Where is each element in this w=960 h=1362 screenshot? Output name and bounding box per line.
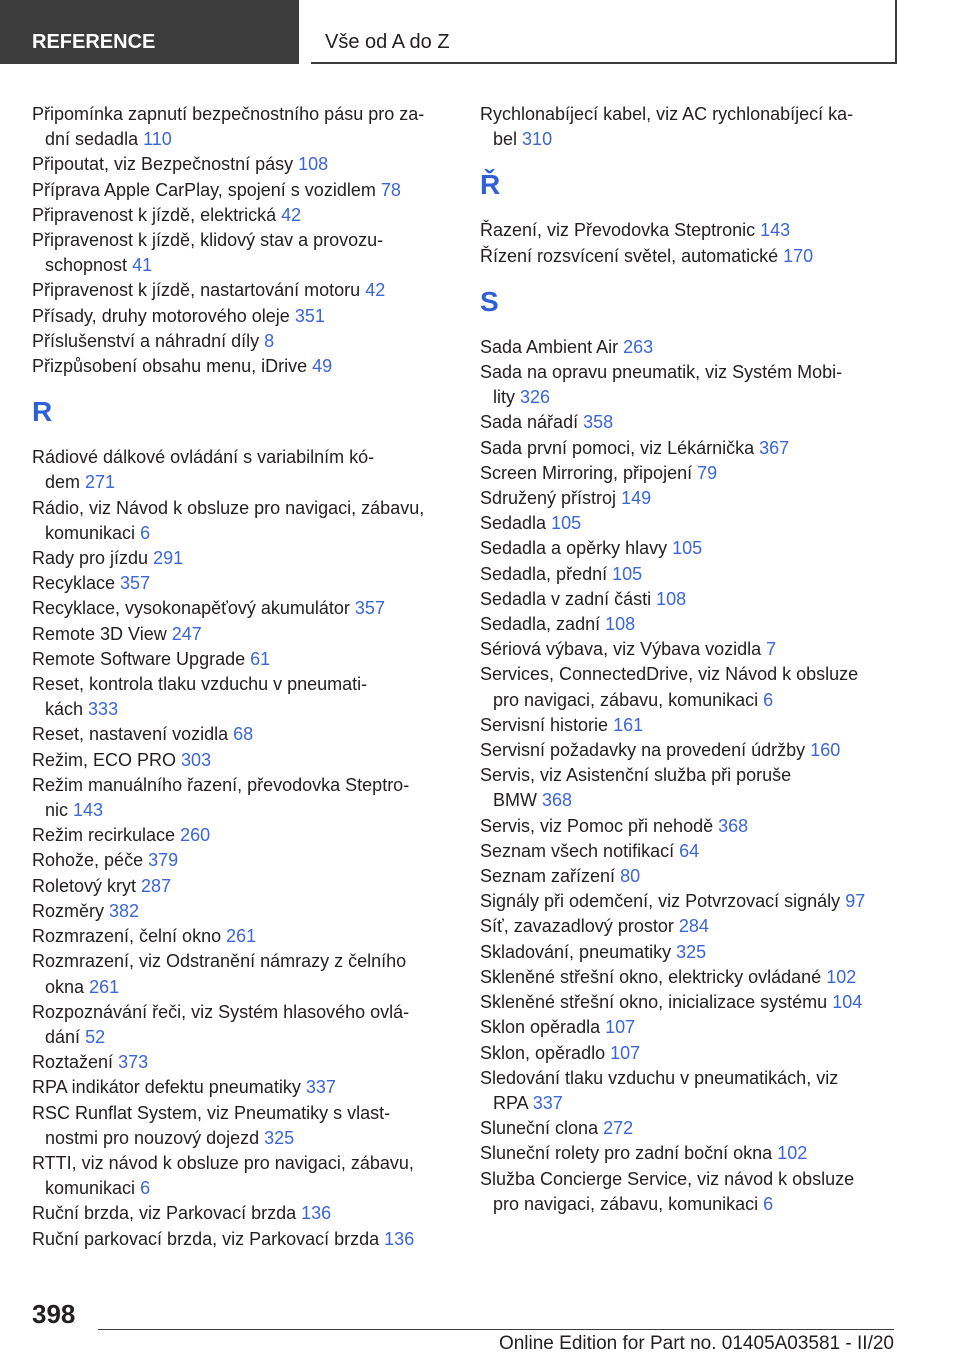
entry-text: Rady pro jízdu [32,548,149,569]
page-reference-link[interactable]: 382 [109,900,140,921]
index-entry [32,178,472,203]
index-entry [480,1066,920,1116]
entry-text: Sedadla v zadní části [480,588,652,609]
index-entry [32,622,472,647]
entry-text: Remote 3D View [32,623,167,644]
page-reference-link[interactable]: 102 [777,1143,808,1164]
index-letter-heading: R [32,396,53,428]
page-reference-link[interactable]: 42 [281,204,302,225]
page-reference-link[interactable]: 108 [656,588,687,609]
page-reference-link[interactable]: 110 [143,129,172,150]
entry-text: Seznam zařízení [480,866,616,887]
entry-text: nic [45,800,69,821]
entry-text: RSC Runflat System, viz Pneumatiky s vlast‐ [32,1102,391,1123]
index-entry [480,1015,920,1040]
entry-text: Připoutat, viz Bezpečnostní pásy [32,154,294,175]
footer-edition: Online Edition for Part no. 01405A03581 - II/20 [498,1333,894,1354]
page-reference-link[interactable]: 160 [810,740,841,761]
section-title: REFERENCE [32,31,156,53]
index-entry [480,486,920,511]
page-reference-link[interactable]: 42 [365,280,386,301]
entry-text: Sklon opěradla [480,1017,601,1038]
index-entry [32,203,472,228]
index-entry [32,596,472,621]
entry-text: dní sedadla [45,129,139,150]
index-entry [480,1141,920,1166]
index-entry [480,612,920,637]
index-entry [32,823,472,848]
index-entry [32,773,472,823]
page-reference-link[interactable]: 97 [845,891,866,912]
index-letter-heading: Ř [480,169,501,201]
index-entry [480,410,920,435]
index-entry [32,571,472,596]
entry-text: Příprava Apple CarPlay, spojení s vozidlem [32,179,376,200]
index-entry [32,647,472,672]
index-entry [32,899,472,924]
index-entry [480,218,920,243]
index-entry [32,748,472,773]
index-entry [480,436,920,461]
entry-text: komunikaci [45,1178,136,1199]
entry-text: Roletový kryt [32,875,137,896]
entry-text: Recyklace, vysokonapěťový akumulátor [32,598,350,619]
page-reference-link[interactable]: 272 [603,1118,634,1139]
index-entry [32,329,472,354]
entry-text: Řazení, viz Převodovka Steptronic [480,220,756,241]
index-entry [480,814,920,839]
page-reference-link[interactable]: 161 [613,714,644,735]
page-reference-link[interactable]: 325 [264,1127,295,1148]
page-reference-link[interactable]: 284 [678,916,709,937]
index-entry [32,304,472,329]
page-reference-link[interactable]: 107 [610,1042,641,1063]
entry-text: schopnost [45,255,128,276]
chapter-title: Vše od A do Z [325,31,450,53]
page-reference-link[interactable]: 7 [766,639,777,660]
entry-text: Sériová výbava, viz Výbava vozidla [480,639,762,660]
index-entry [32,848,472,873]
page-reference-link[interactable]: 143 [73,800,104,821]
entry-text: Ruční parkovací brzda, viz Parkovací brzda [32,1228,380,1249]
entry-text: Rohože, péče [32,850,144,871]
entry-text: Sdružený přístroj [480,488,617,509]
entry-text: Režim manuálního řazení, převodovka Steptro‐ [32,774,410,795]
index-entry [480,738,920,763]
page-reference-link[interactable]: 303 [181,749,212,770]
page-reference-link[interactable]: 64 [679,840,700,861]
entry-text: Přísady, druhy motorového oleje [32,305,290,326]
page-reference-link[interactable]: 136 [384,1228,415,1249]
page-reference-link[interactable]: 6 [763,1193,774,1214]
page-reference-link[interactable]: 337 [305,1077,336,1098]
entry-text: dání [45,1026,81,1047]
entry-text: Sklon, opěradlo [480,1042,606,1063]
index-entry [32,1050,472,1075]
page-reference-link[interactable]: 102 [826,966,857,987]
entry-text: komunikaci [45,522,136,543]
entry-text: okna [45,976,85,997]
index-entry [32,102,472,152]
index-column-right [480,102,920,1217]
entry-text: Ruční brzda, viz Parkovací brzda [32,1203,297,1224]
index-entry [32,228,472,278]
index-entry [480,244,920,269]
entry-text: dem [45,472,81,493]
entry-text: Skladování, pneumatiky [480,941,672,962]
page-reference-link[interactable]: 333 [88,699,119,720]
page-reference-link[interactable]: 80 [620,866,641,887]
page-reference-link[interactable]: 351 [294,305,325,326]
page-reference-link[interactable]: 8 [264,330,275,351]
entry-text: Servisní požadavky na provedení údržby [480,740,806,761]
page-reference-link[interactable]: 170 [783,245,814,266]
entry-text: Řízení rozsvícení světel, automatické [480,245,779,266]
page-reference-link[interactable]: 310 [522,129,553,150]
page-reference-link[interactable]: 105 [612,563,643,584]
index-entry [32,672,472,722]
index-entry [480,1041,920,1066]
page-reference-link[interactable]: 357 [120,573,151,594]
index-entry [32,445,472,495]
entry-text: Servis, viz Asistenční služba při poruše [480,765,792,786]
page-reference-link[interactable]: 149 [621,488,652,509]
index-entry [32,1201,472,1226]
page-reference-link[interactable]: 104 [832,992,863,1013]
entry-text: lity [493,387,515,408]
entry-text: Služba Concierge Service, viz návod k obsluze [480,1168,855,1189]
index-entry [480,889,920,914]
index-entry [480,1116,920,1141]
index-entry [32,1227,472,1252]
entry-text: Remote Software Upgrade [32,648,246,669]
index-entry [32,1151,472,1201]
chapter-header [311,0,897,64]
entry-text: Reset, nastavení vozidla [32,724,229,745]
entry-text: Příslušenství a náhradní díly [32,330,260,351]
entry-text: Rádio, viz Návod k obsluze pro navigaci, zábavu, [32,497,425,518]
page-reference-link[interactable]: 357 [354,598,385,619]
entry-text: Sada nářadí [480,412,579,433]
entry-text: Roztažení [32,1052,114,1073]
entry-text: Sedadla [480,513,547,534]
entry-text: Servisní historie [480,714,609,735]
page-reference-link[interactable]: 325 [676,941,707,962]
entry-text: Připravenost k jízdě, klidový stav a provozu‐ [32,230,384,251]
page-reference-link[interactable]: 105 [551,513,582,534]
page-reference-link[interactable]: 6 [763,689,774,710]
entry-text: RPA indikátor defektu pneumatiky [32,1077,301,1098]
entry-text: Rozmrazení, čelní okno [32,926,222,947]
page-reference-link[interactable]: 49 [312,356,333,377]
entry-text: Sedadla, zadní [480,614,601,635]
index-entry [480,914,920,939]
entry-text: Režim, ECO PRO [32,749,177,770]
entry-text: Rozpoznávání řeči, viz Systém hlasového ovlá‐ [32,1001,410,1022]
entry-text: Servis, viz Pomoc při nehodě [480,815,714,836]
index-entry [480,587,920,612]
index-entry [32,546,472,571]
index-entry [480,511,920,536]
page-reference-link[interactable]: 260 [180,825,211,846]
page-reference-link[interactable]: 108 [298,154,329,175]
page-reference-link[interactable]: 367 [759,437,790,458]
entry-text: Sledování tlaku vzduchu v pneumatikách, viz [480,1067,839,1088]
index-entry [480,713,920,738]
page-reference-link[interactable]: 108 [605,614,636,635]
index-entry [480,965,920,990]
index-entry [480,335,920,360]
entry-text: RTTI, viz návod k obsluze pro navigaci, zábavu, [32,1152,414,1173]
index-entry [480,864,920,889]
index-entry [32,152,472,177]
page-reference-link[interactable]: 78 [380,179,401,200]
index-entry [32,1101,472,1151]
index-entry [480,839,920,864]
index-entry [32,949,472,999]
index-entry [480,763,920,813]
entry-text: Skleněné střešní okno, elektricky ovládané [480,966,822,987]
page-reference-link[interactable]: 105 [672,538,703,559]
index-entry [480,461,920,486]
index-entry [32,1075,472,1100]
entry-text: RPA [493,1092,528,1113]
index-entry [480,1167,920,1217]
entry-text: Připomínka zapnutí bezpečnostního pásu pro za‐ [32,104,425,124]
entry-text: Sluneční rolety pro zadní boční okna [480,1143,773,1164]
index-letter-heading: S [480,285,499,317]
page-reference-link[interactable]: 261 [89,976,120,997]
page-number: 398 [32,1299,76,1329]
index-entry [32,722,472,747]
entry-text: nostmi pro nouzový dojezd [45,1127,260,1148]
index-entry [32,1000,472,1050]
index-entry [480,940,920,965]
page-reference-link[interactable]: 79 [697,462,718,483]
page-reference-link[interactable]: 271 [85,472,116,493]
entry-text: BMW [493,790,537,811]
entry-text: Skleněné střešní okno, inicializace systému [480,992,828,1013]
page-reference-link[interactable]: 373 [118,1052,149,1073]
page-reference-link[interactable]: 368 [718,815,749,836]
page-reference-link[interactable]: 287 [141,875,172,896]
entry-text: Signály při odemčení, viz Potvrzovací signály [480,891,841,912]
page-reference-link[interactable]: 6 [140,522,151,543]
entry-text: kách [45,699,84,720]
index-entry [480,637,920,662]
page-reference-link[interactable]: 337 [532,1092,563,1113]
page-reference-link[interactable]: 368 [542,790,573,811]
page-reference-link[interactable]: 247 [171,623,202,644]
page-reference-link[interactable]: 379 [148,850,179,871]
page-reference-link[interactable]: 52 [85,1026,106,1047]
page-reference-link[interactable]: 136 [301,1203,332,1224]
entry-text: Screen Mirroring, připojení [480,462,693,483]
index-entry [480,562,920,587]
entry-text: Sedadla, přední [480,563,608,584]
entry-text: Síť, zavazadlový prostor [480,916,674,937]
entry-text: Sada na opravu pneumatik, viz Systém Mobi‐ [480,362,843,383]
entry-text: Sada Ambient Air [480,336,619,357]
entry-text: Reset, kontrola tlaku vzduchu v pneumati‐ [32,674,368,695]
index-entry [32,496,472,546]
entry-text: Rozmrazení, viz Odstranění námrazy z čelního [32,951,407,972]
entry-text: Sada první pomoci, viz Lékárnička [480,437,755,458]
entry-text: Připravenost k jízdě, nastartování motoru [32,280,361,301]
page-reference-link[interactable]: 263 [623,336,654,357]
index-entry [32,924,472,949]
entry-text: Přizpůsobení obsahu menu, iDrive [32,356,308,377]
entry-text: Rozměry [32,900,105,921]
index-entry [32,278,472,303]
page-reference-link[interactable]: 326 [520,387,551,408]
entry-text: pro navigaci, zábavu, komunikaci [493,1193,759,1214]
page-reference-link[interactable]: 358 [583,412,614,433]
index-entry [480,536,920,561]
entry-text: Sluneční clona [480,1118,599,1139]
section-tab [0,0,299,64]
entry-text: Rychlonabíjecí kabel, viz AC rychlonabíjecí ka‐ [480,104,854,124]
page-reference-link[interactable]: 291 [153,548,184,569]
index-column-left [32,102,472,1252]
entry-text: Režim recirkulace [32,825,176,846]
page-reference-link[interactable]: 68 [233,724,254,745]
index-entry [480,360,920,410]
index-entry [32,874,472,899]
index-entry [480,990,920,1015]
page-reference-link[interactable]: 6 [140,1178,151,1199]
entry-text: Recyklace [32,573,116,594]
entry-text: Sedadla a opěrky hlavy [480,538,668,559]
page-reference-link[interactable]: 61 [250,648,271,669]
index-entry [480,662,920,712]
index-entry [480,102,920,152]
page-reference-link[interactable]: 143 [760,220,791,241]
page-reference-link[interactable]: 107 [605,1017,636,1038]
entry-text: Services, ConnectedDrive, viz Návod k obsluze [480,664,859,685]
entry-text: pro navigaci, zábavu, komunikaci [493,689,759,710]
entry-text: bel [493,129,518,150]
entry-text: Připravenost k jízdě, elektrická [32,204,277,225]
page-reference-link[interactable]: 41 [132,255,153,276]
entry-text: Seznam všech notifikací [480,840,675,861]
page-reference-link[interactable]: 261 [226,926,257,947]
entry-text: Rádiové dálkové ovládání s variabilním kó‐ [32,447,375,468]
index-entry [32,354,472,379]
